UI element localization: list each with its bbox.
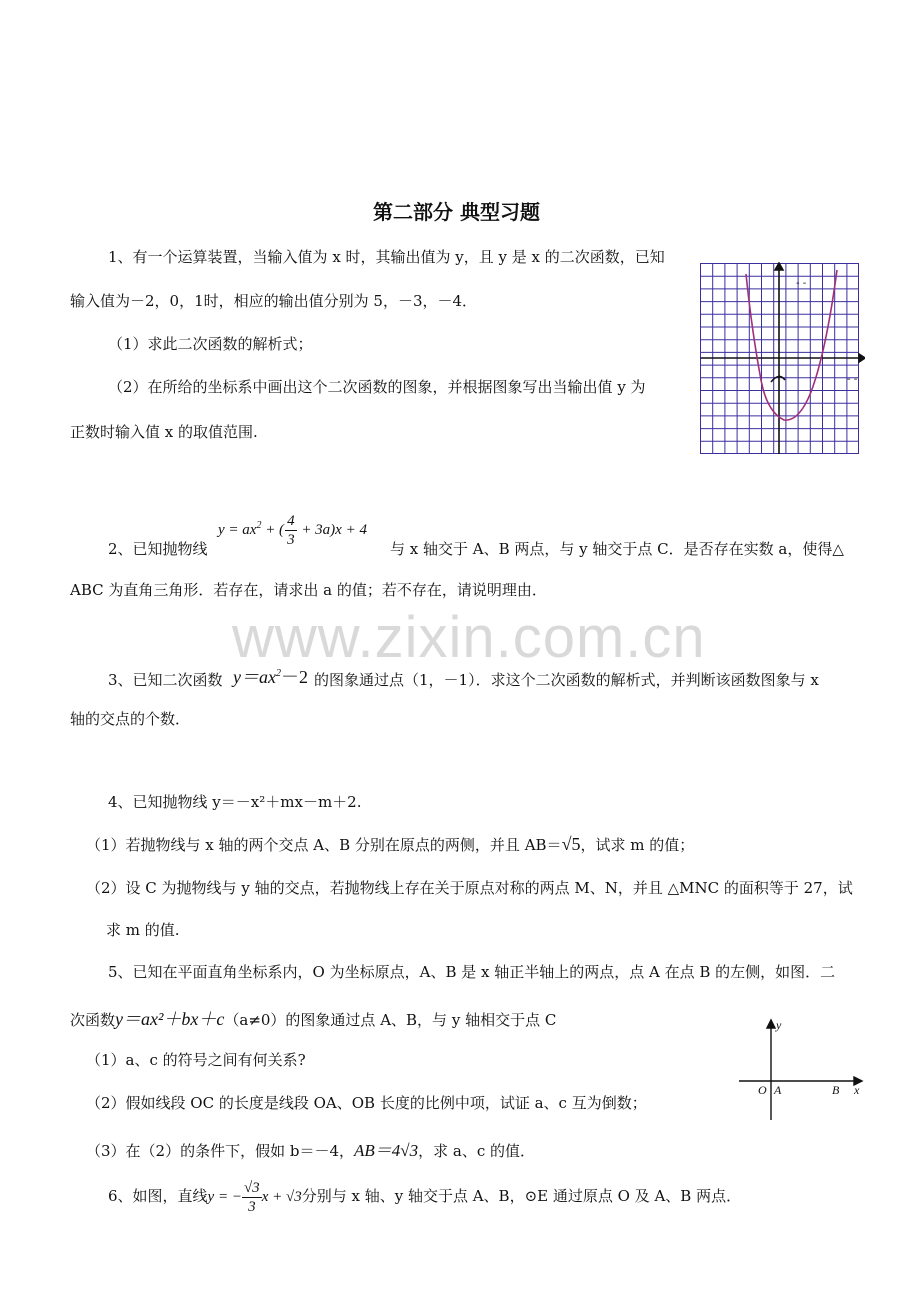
tick-mark-right: - -: [847, 374, 858, 385]
q4-line1: 4、已知抛物线 y＝－x²＋mx－m＋2.: [108, 793, 362, 811]
q2-prefix: 2、已知抛物线: [108, 540, 208, 558]
q6-formula-rhs: x + √3: [261, 1189, 302, 1205]
q3-suffix: 的图象通过点（1，－1）．求这个二次函数的解析式，并判断该函数图象与 x: [314, 671, 819, 689]
tick-mark-top: - -: [796, 278, 807, 289]
q4-part1-root: √5: [561, 834, 581, 854]
q4-part1-prefix: （1）若抛物线与 x 轴的两个交点 A、B 分别在原点的两侧，并且 AB＝: [86, 836, 562, 854]
q1-part1: （1）求此二次函数的解析式；: [108, 335, 313, 353]
q5-line2-suffix: （a≠0）的图象通过点 A、B，与 y 轴相交于点 C: [224, 1011, 557, 1029]
page-title: 第二部分 典型习题: [373, 200, 540, 224]
q2-suffix: 与 x 轴交于 A、B 两点，与 y 轴交于点 C．是否存在实数 a，使得△: [390, 540, 844, 558]
q1-part2-line1: （2）在所给的坐标系中画出这个二次函数的图象，并根据图象写出当输出值 y 为: [108, 378, 646, 396]
q5-part3-prefix: （3）在（2）的条件下，假如 b＝－4，: [86, 1142, 355, 1160]
q6-frac-den: 3: [248, 1198, 256, 1215]
q4-part1-suffix: ，试求 m 的值；: [580, 836, 695, 854]
q5-axis-figure: [736, 1016, 866, 1122]
q1-parabola-grid-figure: [699, 262, 865, 456]
q5-part3-formula: AB＝4√3: [354, 1141, 419, 1160]
q5-part3-suffix: ，求 a、c 的值．: [418, 1142, 536, 1160]
q4-part2-line2: 求 m 的值.: [106, 921, 180, 939]
q5-line1: 5、已知在平面直角坐标系内，O 为坐标原点，A、B 是 x 轴正半轴上的两点，点 A 在点 B 的左侧，如图．二: [108, 963, 836, 981]
q6-frac-num: √3: [243, 1179, 260, 1196]
q3-prefix: 3、已知二次函数: [108, 671, 223, 689]
q5-x-label: x: [854, 1083, 860, 1097]
q1-line1: 1、有一个运算装置，当输入值为 x 时，其输出值为 y，且 y 是 x 的二次函数，已知: [108, 248, 665, 266]
q4-part1: [86, 834, 694, 855]
q5-part2: （2）假如线段 OC 的长度是线段 OA、OB 长度的比例中项，试证 a、c 互为倒数；: [86, 1094, 647, 1112]
origin-arc-mark: [771, 376, 785, 382]
q5-origin-label: O: [758, 1083, 767, 1097]
q5-part3: [86, 1136, 535, 1161]
q5-line2: [70, 1005, 556, 1031]
parabola-curve: [746, 270, 837, 420]
q3-formula: $y=ax^2-2$: [233, 667, 308, 687]
watermark: www.zixin.com.cn: [232, 605, 706, 670]
q5-line2-formula: y＝ax²＋bx＋c: [115, 1009, 225, 1029]
q5-y-label: y: [776, 1018, 782, 1032]
q6-line: [108, 1176, 741, 1217]
q6-formula-lhs: y = −: [207, 1189, 242, 1205]
q6-suffix: 分别与 x 轴、y 轴交于点 A、B，⊙E 通过原点 O 及 A、B 两点．: [301, 1187, 742, 1205]
q1-part2-line2: 正数时输入值 x 的取值范围.: [70, 423, 258, 441]
q5-point-a-label: A: [774, 1083, 782, 1097]
q5-line2-prefix: 次函数: [70, 1011, 116, 1029]
q5-point-b-label: B: [832, 1083, 840, 1097]
q6-fraction: [242, 1179, 262, 1216]
q2-formula: $y = ax^2$ + ( $\frac{4}{3}$ + 3a)x + 4: [218, 513, 367, 548]
q1-line2: 输入值为－2，0，1时，相应的输出值分别为 5，－3，－4．: [70, 292, 478, 310]
q5-part1: （1）a、c 的符号之间有何关系?: [86, 1051, 306, 1069]
q2-line2: ABC 为直角三角形．若存在，请求出 a 的值；若不存在，请说明理由．: [70, 581, 547, 599]
q4-part2-line1: （2）设 C 为抛物线与 y 轴的交点，若抛物线上存在关于原点对称的两点 M、N，并且 △MNC 的面积等于 27，试: [86, 879, 853, 897]
q6-prefix: 6、如图，直线: [108, 1187, 208, 1205]
q3-line2: 轴的交点的个数．: [70, 710, 191, 728]
